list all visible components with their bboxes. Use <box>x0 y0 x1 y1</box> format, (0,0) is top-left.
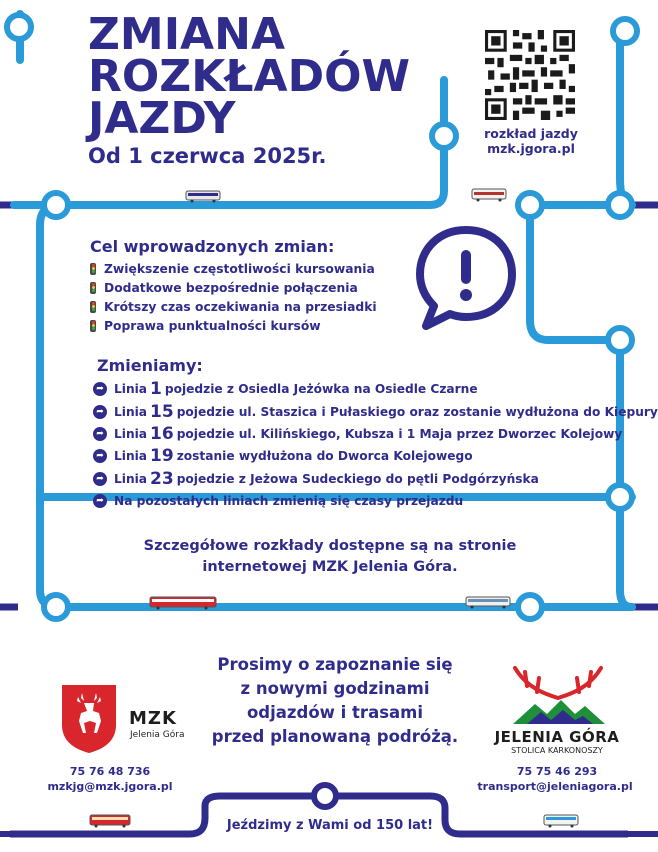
request-note <box>190 653 480 749</box>
jelenia-gora-antlers-logo <box>505 660 611 726</box>
title-line: JAZDY <box>88 93 236 144</box>
turn-arrow-icon: ➦ <box>93 494 107 508</box>
request-line: odjazdów i trasami <box>246 703 424 722</box>
qr-caption <box>470 126 592 156</box>
city-subtitle: STOLICA KARKONOSZY <box>511 746 603 755</box>
title-line: ZMIANA <box>88 9 285 60</box>
mzk-subtitle: Jelenia Góra <box>130 730 185 740</box>
title-line: ROZKŁADÓW <box>88 51 411 102</box>
mzk-phone[interactable]: 75 76 48 736 <box>69 765 151 778</box>
exclamation-bubble-icon <box>412 222 520 332</box>
details-note <box>120 536 540 578</box>
city-email[interactable]: transport@jeleniagora.pl <box>477 780 633 793</box>
list-item <box>93 468 658 490</box>
change-text: pojedzie z Osiedla Jeżówka na Osiedle Czarne <box>164 382 478 397</box>
goals-list <box>90 259 377 335</box>
turn-arrow-icon: ➦ <box>93 449 107 463</box>
bus-icon <box>186 191 220 203</box>
qr-caption-line[interactable]: mzk.jgora.pl <box>487 141 575 156</box>
line-prefix: Linia <box>114 449 148 464</box>
details-line: Szczegółowe rozkłady dostępne są na stronie <box>143 538 517 554</box>
list-item <box>93 400 658 422</box>
line-prefix: Linia <box>114 471 148 486</box>
turn-arrow-icon: ➦ <box>93 405 107 419</box>
line-prefix: Linia <box>114 426 148 441</box>
goal-text: Dodatkowe bezpośrednie połączenia <box>104 280 358 295</box>
qr-caption-line: rozkład jazdy <box>484 126 578 141</box>
traffic-light-icon <box>90 320 96 332</box>
qr-code-icon[interactable] <box>485 30 575 120</box>
line-number: 16 <box>150 423 174 444</box>
mzk-deer-shield-logo <box>60 683 118 755</box>
line-prefix: Linia <box>114 404 148 419</box>
goal-text: Poprawa punktualności kursów <box>104 318 321 333</box>
line-number: 15 <box>150 401 174 422</box>
list-item <box>93 423 658 445</box>
turn-arrow-icon: ➦ <box>93 427 107 441</box>
list-item <box>90 316 377 335</box>
bus-icon <box>90 815 130 828</box>
turn-arrow-icon: ➦ <box>93 472 107 486</box>
list-item <box>93 490 658 512</box>
list-item <box>93 445 658 467</box>
request-line: Prosimy o zapoznanie się <box>217 655 453 674</box>
effective-date: Od 1 czerwca 2025r. <box>88 144 327 168</box>
bus-icon <box>544 815 578 828</box>
change-text: Na pozostałych liniach zmienią się czasy przejazdu <box>114 494 464 509</box>
turn-arrow-icon: ➦ <box>93 382 107 396</box>
details-line: internetowej MZK Jelenia Góra. <box>202 559 458 575</box>
line-number: 1 <box>150 379 162 400</box>
list-item <box>90 297 377 316</box>
request-line: przed planowaną podróżą. <box>211 727 459 746</box>
line-number: 19 <box>150 446 174 467</box>
request-line: z nowymi godzinami <box>240 679 430 698</box>
changes-list <box>93 378 658 512</box>
change-text: pojedzie ul. Kilińskiego, Kubsza i 1 Maja przez Dworzec Kolejowy <box>176 426 623 441</box>
page-title <box>88 9 411 144</box>
bus-icon <box>472 189 506 202</box>
mzk-email[interactable]: mzkjg@mzk.jgora.pl <box>47 780 173 793</box>
list-item <box>93 378 658 400</box>
change-text: zostanie wydłużona do Dworca Kolejowego <box>176 449 473 464</box>
goal-text: Krótszy czas oczekiwania na przesiadki <box>104 299 377 314</box>
city-phone[interactable]: 75 75 46 293 <box>516 765 598 778</box>
change-text: pojedzie ul. Staszica i Pułaskiego oraz zostanie wydłużona do Kiepury <box>176 404 658 419</box>
city-name: JELENIA GÓRA <box>494 728 620 746</box>
traffic-light-icon <box>90 301 96 313</box>
traffic-light-icon <box>90 263 96 275</box>
change-text: pojedzie z Jeżowa Sudeckiego do pętli Podgórzyńska <box>176 471 539 486</box>
list-item <box>90 278 377 297</box>
traffic-light-icon <box>90 282 96 294</box>
footer-slogan: Jeździmy z Wami od 150 lat! <box>226 818 434 833</box>
changes-title: Zmieniamy: <box>97 356 203 375</box>
list-item <box>90 259 377 278</box>
goals-title: Cel wprowadzonych zmian: <box>90 237 335 256</box>
line-prefix: Linia <box>114 382 148 397</box>
goal-text: Zwiększenie częstotliwości kursowania <box>104 261 375 276</box>
line-number: 23 <box>150 468 174 489</box>
mzk-name: MZK <box>129 708 177 729</box>
